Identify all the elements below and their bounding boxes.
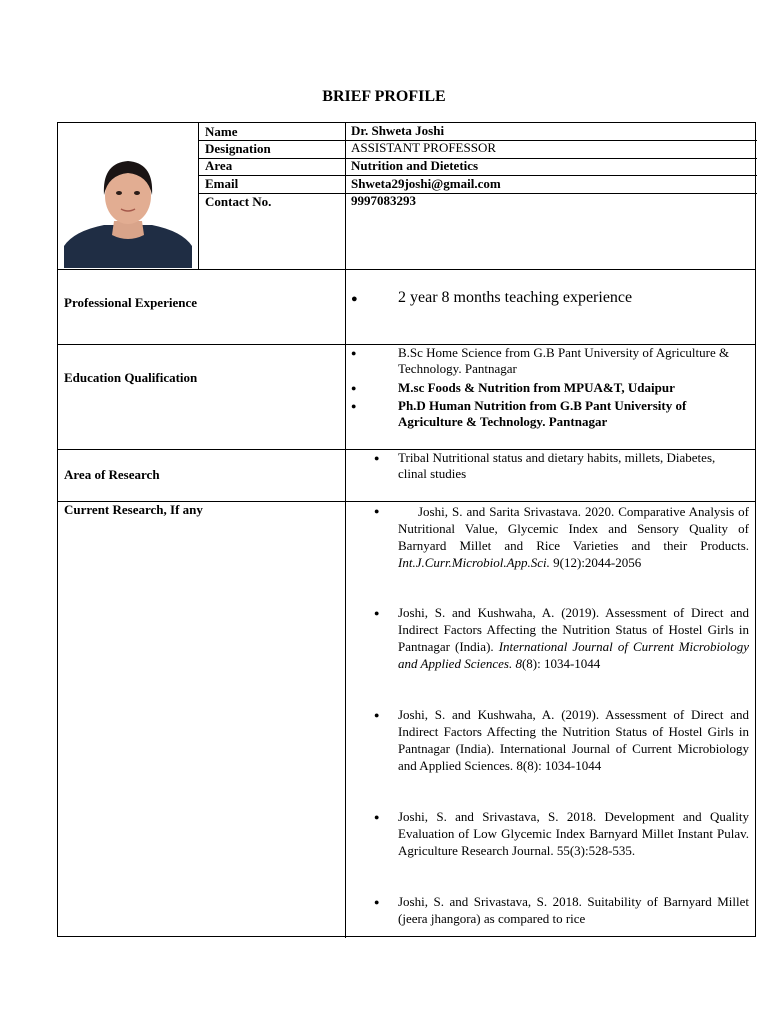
publication-2-tail: (8): 1034-1044	[521, 656, 601, 671]
divider	[198, 193, 757, 194]
divider	[198, 123, 199, 269]
publication-1-journal: Int.J.Curr.Microbiol.App.Sci.	[398, 555, 550, 570]
bullet-icon: ●	[351, 383, 357, 393]
page-title: BRIEF PROFILE	[322, 88, 446, 105]
bullet-icon: ●	[351, 293, 358, 305]
publication-4: Joshi, S. and Srivastava, S. 2018. Development and Quality Evaluation of Low Glycemic Index Barnyard Millet Instant Pulav. Agriculture Research Journal. 55(3):528-535.	[398, 809, 749, 858]
publication-2	[398, 604, 749, 672]
bullet-icon: ●	[351, 348, 357, 358]
bullet-icon: ●	[374, 897, 380, 907]
profile-table	[57, 122, 756, 937]
profile-photo	[64, 151, 192, 268]
bullet-icon: ●	[351, 401, 357, 411]
education-label: Education Qualification	[64, 370, 198, 385]
divider	[58, 269, 755, 270]
education-item-1: B.Sc Home Science from G.B Pant University of Agriculture & Technology. Pantnagar	[398, 345, 730, 376]
bullet-icon: ●	[374, 812, 380, 822]
name-value: Dr. Shweta Joshi	[351, 123, 445, 138]
publication-1-tail: 9(12):2044-2056	[553, 555, 642, 570]
bullet-icon: ●	[374, 710, 380, 720]
education-item-3: Ph.D Human Nutrition from G.B Pant University of Agriculture & Technology. Pantnagar	[398, 398, 687, 429]
email-value: Shweta29joshi@gmail.com	[351, 176, 501, 191]
bullet-icon: ●	[374, 608, 380, 618]
bullet-icon: ●	[374, 453, 380, 463]
contact-label: Contact No.	[205, 194, 272, 209]
current-research-label: Current Research, If any	[64, 502, 203, 517]
experience-label: Professional Experience	[64, 295, 197, 310]
email-label: Email	[205, 176, 239, 191]
research-area-item: Tribal Nutritional status and dietary habits, millets, Diabetes, clinal studies	[398, 450, 716, 481]
designation-label: Designation	[205, 141, 271, 156]
education-item-2: M.sc Foods & Nutrition from MPUA&T, Udaipur	[398, 380, 675, 395]
experience-item: 2 year 8 months teaching experience	[398, 289, 633, 306]
divider	[345, 123, 346, 938]
research-area-label: Area of Research	[64, 467, 160, 482]
contact-value: 9997083293	[351, 193, 416, 208]
area-label: Area	[205, 158, 233, 173]
area-value: Nutrition and Dietetics	[351, 158, 479, 173]
publication-2-text: Joshi, S. and Kushwaha, A. (2019). Assessment of Direct and Indirect Factors Affecting the Nutrition Status of Hostel Girls in Pantnagar (India).	[398, 605, 749, 654]
publication-5: Joshi, S. and Srivastava, S. 2018. Suitability of Barnyard Millet (jeera jhangora) as compared to rice	[398, 894, 749, 926]
bullet-icon: ●	[374, 506, 380, 516]
publication-2-journal: International Journal of Current Microbiology and Applied Sciences. 8	[398, 639, 749, 671]
publication-1-text: Joshi, S. and Sarita Srivastava. 2020. Comparative Analysis of Nutritional Value, Glycemic Index and Sensory Quality of Barnyard Millet and Rice Varieties and their Products.	[398, 504, 749, 553]
name-label: Name	[205, 124, 238, 139]
designation-value: ASSISTANT PROFESSOR	[351, 140, 497, 155]
publication-3: Joshi, S. and Kushwaha, A. (2019). Assessment of Direct and Indirect Factors Affecting the Nutrition Status of Hostel Girls in Pantnagar (India). International Journal of Current Microbiology and Applied Sciences. 8(8): 1034-1044	[398, 707, 749, 773]
publication-1	[398, 503, 749, 571]
